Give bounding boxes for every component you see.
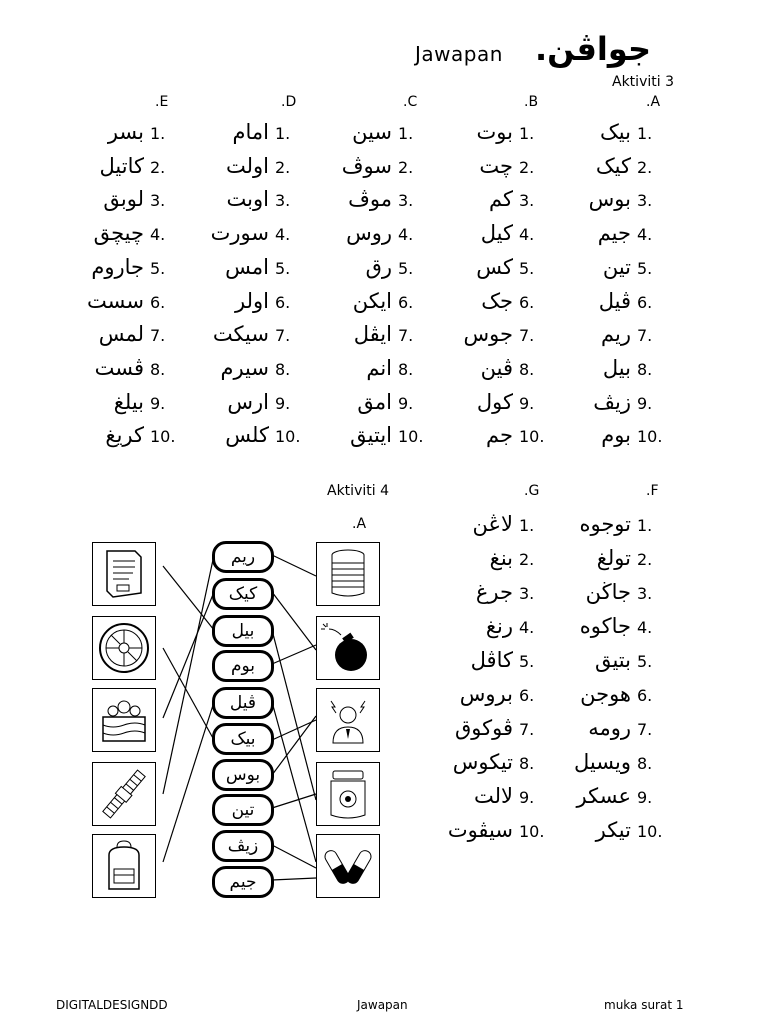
item-number: 4. bbox=[275, 225, 291, 245]
footer-center: Jawapan bbox=[357, 998, 408, 1012]
item-number: 3. bbox=[519, 191, 535, 211]
item-number: 2. bbox=[275, 157, 291, 177]
item-number: 2. bbox=[150, 157, 166, 177]
column-g-header: .G bbox=[524, 483, 540, 499]
answer-word: کاڤل bbox=[470, 648, 513, 672]
answer-word: اوبت bbox=[226, 187, 269, 212]
item-number: 9. bbox=[519, 393, 535, 413]
answer-word: رنغ bbox=[485, 614, 513, 638]
item-number: 10. bbox=[519, 822, 545, 841]
item-number: 1. bbox=[519, 516, 535, 535]
answer-word: جاروم bbox=[91, 254, 144, 279]
column-c-header: .C bbox=[403, 94, 418, 110]
answer-word: چيچق bbox=[93, 221, 144, 246]
item-number: 8. bbox=[275, 359, 291, 379]
jam-jar-icon[interactable] bbox=[316, 762, 380, 826]
item-number: 8. bbox=[519, 754, 535, 773]
word-pill[interactable]: زيڤ bbox=[212, 830, 274, 862]
item-number: 1. bbox=[150, 124, 166, 143]
answer-word: سورت bbox=[210, 221, 269, 246]
answer-word: روس bbox=[346, 221, 392, 246]
match-line bbox=[272, 592, 316, 650]
item-number: 2. bbox=[398, 157, 414, 177]
item-number: 2. bbox=[637, 157, 653, 177]
answer-word: رومه bbox=[588, 716, 631, 740]
answer-word: لمس bbox=[98, 322, 144, 347]
item-number: 9. bbox=[637, 393, 653, 413]
answer-word: تيکر bbox=[595, 818, 631, 842]
capsule-icon[interactable] bbox=[316, 834, 380, 898]
answer-word: ارس bbox=[227, 389, 269, 414]
item-number: 10. bbox=[398, 427, 424, 447]
item-number: 2. bbox=[519, 550, 535, 569]
answer-word: کس bbox=[476, 254, 513, 279]
answer-word: ڤين bbox=[480, 355, 513, 380]
match-line bbox=[272, 720, 316, 740]
answer-word: رق bbox=[365, 254, 392, 279]
answer-word: سيڤوت bbox=[447, 818, 513, 842]
item-number: 6. bbox=[519, 292, 535, 312]
item-number: 3. bbox=[637, 191, 653, 211]
answer-word: جاکوه bbox=[579, 614, 631, 638]
answer-word: زيڤ bbox=[593, 389, 631, 414]
answer-word: سست bbox=[87, 288, 144, 313]
word-pill[interactable]: کيک bbox=[212, 578, 274, 610]
item-number: 6. bbox=[150, 292, 166, 312]
footer-page-number: muka surat 1 bbox=[604, 998, 684, 1012]
item-number: 8. bbox=[637, 359, 653, 379]
item-number: 7. bbox=[637, 720, 653, 739]
answer-word: سين bbox=[352, 120, 392, 144]
item-number: 9. bbox=[150, 393, 166, 413]
title-latin: Jawapan bbox=[415, 42, 503, 66]
answer-word: امس bbox=[225, 254, 269, 279]
match-line bbox=[272, 702, 316, 862]
footer-brand: DIGITALDESIGNDD bbox=[56, 998, 168, 1012]
column-a-header: .A bbox=[646, 94, 661, 110]
answer-word: کلس bbox=[225, 423, 269, 448]
item-number: 10. bbox=[150, 427, 176, 447]
answer-word: ڤوکوق bbox=[454, 716, 513, 740]
answer-word: بوم bbox=[601, 423, 631, 448]
item-number: 7. bbox=[275, 326, 291, 346]
item-number: 3. bbox=[398, 191, 414, 211]
answer-word: سيرم bbox=[220, 355, 269, 380]
word-pill[interactable]: بوم bbox=[212, 650, 274, 682]
word-pill[interactable]: ريم bbox=[212, 541, 274, 573]
item-number: 5. bbox=[637, 258, 653, 278]
tin-can-icon[interactable] bbox=[316, 542, 380, 606]
item-number: 10. bbox=[275, 427, 301, 447]
match-line bbox=[272, 878, 316, 880]
item-number: 10. bbox=[519, 427, 545, 447]
answer-word: جيم bbox=[597, 221, 631, 246]
item-number: 3. bbox=[519, 584, 535, 603]
item-number: 3. bbox=[637, 584, 653, 603]
item-number: 8. bbox=[150, 359, 166, 379]
answer-word: موڤ bbox=[348, 187, 392, 212]
wheel-rim-icon[interactable] bbox=[92, 616, 156, 680]
activity4-section-label: .A bbox=[352, 516, 367, 532]
word-pill[interactable]: بوس bbox=[212, 759, 274, 791]
item-number: 8. bbox=[398, 359, 414, 379]
match-line bbox=[163, 566, 214, 630]
item-number: 8. bbox=[519, 359, 535, 379]
answer-word: ايڤل bbox=[353, 322, 392, 347]
word-pill[interactable]: ڤيل bbox=[212, 687, 274, 719]
answer-word: کريغ bbox=[105, 423, 144, 448]
item-number: 5. bbox=[150, 258, 166, 278]
item-number: 3. bbox=[150, 191, 166, 211]
activity4-title: Aktiviti 4 bbox=[327, 483, 389, 499]
item-number: 4. bbox=[637, 618, 653, 637]
answer-word: جوس bbox=[463, 322, 513, 347]
word-pill[interactable]: جيم bbox=[212, 866, 274, 898]
match-line bbox=[163, 555, 214, 794]
answer-word: بوس bbox=[588, 187, 631, 212]
answer-word: ريم bbox=[601, 322, 631, 347]
answer-word: جاڬن bbox=[585, 580, 631, 604]
answer-word: ايکن bbox=[352, 288, 392, 313]
answer-word: چت bbox=[479, 153, 513, 178]
answer-word: لوبق bbox=[103, 187, 144, 212]
answer-word: سوڤ bbox=[341, 153, 392, 178]
item-number: 6. bbox=[519, 686, 535, 705]
item-number: 9. bbox=[398, 393, 414, 413]
item-number: 6. bbox=[275, 292, 291, 312]
answer-word: اولر bbox=[235, 288, 269, 313]
answer-word: لالت bbox=[474, 784, 513, 808]
item-number: 1. bbox=[519, 124, 535, 143]
answer-word: ڤيل bbox=[598, 288, 631, 313]
item-number: 4. bbox=[150, 225, 166, 245]
answer-word: بتيق bbox=[594, 648, 631, 672]
answer-word: سيکت bbox=[212, 322, 269, 347]
item-number: 9. bbox=[637, 788, 653, 807]
bomb-icon[interactable] bbox=[316, 616, 380, 680]
answer-word: تيکوس bbox=[452, 750, 513, 774]
match-line bbox=[272, 555, 316, 576]
zipper-icon[interactable] bbox=[92, 762, 156, 826]
answer-word: امق bbox=[357, 389, 392, 414]
answer-word: کول bbox=[476, 389, 513, 414]
item-number: 2. bbox=[519, 157, 535, 177]
answer-word: انم bbox=[366, 355, 392, 380]
answer-word: بيلغ bbox=[113, 389, 144, 414]
word-pill[interactable]: بيل bbox=[212, 615, 274, 647]
item-number: 6. bbox=[398, 292, 414, 312]
backpack-icon[interactable] bbox=[92, 834, 156, 898]
answer-word: امام bbox=[232, 120, 269, 144]
item-number: 7. bbox=[637, 326, 653, 346]
answer-word: تولغ bbox=[596, 546, 631, 570]
answer-word: بيک bbox=[600, 120, 631, 144]
word-pill[interactable]: بيک bbox=[212, 723, 274, 755]
item-number: 7. bbox=[519, 326, 535, 346]
item-number: 6. bbox=[637, 292, 653, 312]
match-line bbox=[272, 630, 316, 800]
item-number: 9. bbox=[275, 393, 291, 413]
title-arabic: جواڤن. bbox=[535, 30, 651, 68]
item-number: 1. bbox=[275, 124, 291, 143]
answer-word: ڤست bbox=[94, 355, 144, 380]
item-number: 5. bbox=[519, 652, 535, 671]
item-number: 10. bbox=[637, 427, 663, 447]
item-number: 9. bbox=[519, 788, 535, 807]
word-pill[interactable]: تين bbox=[212, 794, 274, 826]
answer-word: کيک bbox=[595, 153, 631, 178]
item-number: 1. bbox=[637, 516, 653, 535]
answer-word: لاڠن bbox=[472, 512, 513, 536]
answer-word: جک bbox=[481, 288, 513, 313]
answer-word: اولت bbox=[226, 153, 269, 178]
answer-word: کيل bbox=[480, 221, 513, 246]
item-number: 7. bbox=[519, 720, 535, 739]
answer-word: ويسيل bbox=[574, 750, 631, 774]
item-number: 1. bbox=[637, 124, 653, 143]
cake-icon[interactable] bbox=[92, 688, 156, 752]
item-number: 3. bbox=[275, 191, 291, 211]
answer-word: بسر bbox=[107, 120, 144, 144]
item-number: 7. bbox=[150, 326, 166, 346]
column-d-header: .D bbox=[281, 94, 297, 110]
match-line bbox=[163, 592, 214, 718]
match-line bbox=[272, 716, 316, 775]
item-number: 10. bbox=[637, 822, 663, 841]
item-number: 2. bbox=[637, 550, 653, 569]
answer-word: عسکر bbox=[576, 784, 631, 808]
answer-word: کاتيل bbox=[99, 153, 144, 178]
item-number: 4. bbox=[519, 225, 535, 245]
item-number: 4. bbox=[637, 225, 653, 245]
item-number: 5. bbox=[275, 258, 291, 278]
match-line bbox=[163, 702, 214, 862]
answer-word: بروس bbox=[459, 682, 513, 706]
receipt-icon[interactable] bbox=[92, 542, 156, 606]
item-number: 5. bbox=[637, 652, 653, 671]
column-e-header: .E bbox=[155, 94, 169, 110]
item-number: 1. bbox=[398, 124, 414, 143]
match-line bbox=[163, 648, 214, 740]
item-number: 5. bbox=[519, 258, 535, 278]
activity3-title: Aktiviti 3 bbox=[612, 74, 674, 90]
answer-word: تين bbox=[602, 254, 631, 279]
answer-word: توجوه bbox=[579, 512, 631, 536]
column-b-header: .B bbox=[524, 94, 539, 110]
answer-word: ايتيق bbox=[350, 423, 392, 448]
item-number: 8. bbox=[637, 754, 653, 773]
stressed-man-icon[interactable] bbox=[316, 688, 380, 752]
answer-word: جم bbox=[486, 423, 513, 448]
match-line bbox=[272, 845, 316, 868]
answer-word: بنغ bbox=[489, 546, 513, 570]
match-line bbox=[272, 645, 316, 664]
answer-word: بيل bbox=[602, 355, 631, 380]
match-line bbox=[272, 794, 316, 808]
answer-word: کم bbox=[489, 187, 513, 212]
item-number: 6. bbox=[637, 686, 653, 705]
answer-word: جرغ bbox=[475, 580, 513, 604]
answer-word: بوت bbox=[476, 120, 513, 144]
column-f-header: .F bbox=[646, 483, 659, 499]
item-number: 7. bbox=[398, 326, 414, 346]
answer-word: هوجن bbox=[580, 682, 631, 706]
item-number: 5. bbox=[398, 258, 414, 278]
item-number: 4. bbox=[398, 225, 414, 245]
item-number: 4. bbox=[519, 618, 535, 637]
